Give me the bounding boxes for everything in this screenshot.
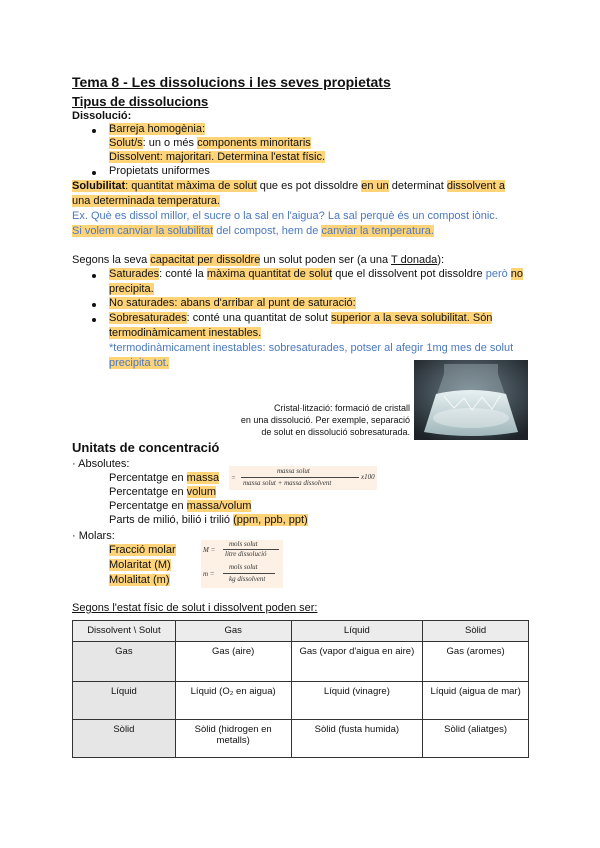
bullet-dot [92, 274, 96, 278]
table-header-cell: Líquid [291, 621, 423, 642]
table-header-cell: Gas [175, 621, 291, 642]
table-row [73, 682, 529, 720]
crystal-caption: Cristal·lització: formació de cristall en una dissolució. Per exemple, separació de solut en dissolució sobresaturada. [240, 403, 410, 437]
solubilitat-line1: Solubilitat: quantitat màxima de solut que es pot dissoldre en un determinat dissolvent a [72, 180, 505, 192]
bullet-barreja: Barreja homogènia: [109, 123, 206, 135]
bullet-sobresaturades: Sobresaturades: conté una quantitat de solut superior a la seva solubilitat. Són [109, 312, 493, 324]
page-title: Tema 8 - Les dissolucions i les seves propietats [72, 74, 391, 90]
bullet-propietats: Propietats uniformes [109, 165, 210, 177]
example-sal: Ex. Què es dissol millor, el sucre o la sal en l'aigua? La sal perquè és un compost iònic. [72, 210, 498, 222]
abs-ppm: Parts de milió, bilió i trilió (ppm, ppb, ppt) [109, 514, 308, 526]
segons-capacitat: Segons la seva capacitat per dissoldre un solut poden ser (a una T donada): [72, 254, 445, 266]
states-table [72, 620, 529, 758]
table-row [73, 642, 529, 682]
mol-molaritat: Molaritat (M) [109, 559, 171, 571]
table-cell: Gas (aromes) [423, 642, 529, 682]
table-cell: Sòlid (hidrogen en metalls) [175, 720, 291, 758]
abs-massa: Percentatge en massa [109, 472, 220, 484]
example-temperatura: Si volem canviar la solubilitat del compost, hem de canviar la temperatura. [72, 225, 434, 237]
table-row-header: Gas [73, 642, 176, 682]
table-row-header: Líquid [73, 682, 176, 720]
section-heading-unitats: Unitats de concentració [72, 440, 220, 455]
table-header-cell: Sòlid [423, 621, 529, 642]
mol-molalitat: Molalitat (m) [109, 574, 170, 586]
table-cell: Líquid (aigua de mar) [423, 682, 529, 720]
table-intro: Segons l'estat físic de solut i dissolvent poden ser: [72, 602, 318, 614]
abs-volum: Percentatge en volum [109, 486, 217, 498]
absolutes-label: · Absolutes: [72, 458, 130, 470]
table-header-cell: Dissolvent \ Solut [73, 621, 176, 642]
mol-fraccio: Fracció molar [109, 544, 176, 556]
table-cell: Gas (aire) [175, 642, 291, 682]
sobresaturades-line2: termodinàmicament inestables. [109, 327, 262, 339]
sub-solut: Solut/s: un o més components minoritaris [109, 137, 311, 149]
table-cell: Líquid (vinagre) [291, 682, 423, 720]
formula-percentatge-massa: = massa solut massa solut + massa dissolvent x100 [229, 466, 377, 490]
formula-molaritat-molalitat: M = mols solut litre dissolució m = mols solut kg dissolvent [201, 540, 283, 588]
bullet-dot [92, 303, 96, 307]
bullet-dot [92, 318, 96, 322]
table-header-row [73, 621, 529, 642]
dissolucio-label: Dissolució: [72, 110, 132, 122]
crystallization-photo [414, 360, 528, 440]
table-cell: Líquid (O₂ en aigua) [175, 682, 291, 720]
note-line1: *termodinàmicament inestables: sobresaturades, potser al afegir 1mg mes de solut [109, 342, 514, 354]
table-cell: Gas (vapor d'aigua en aire) [291, 642, 423, 682]
bullet-no-saturades: No saturades: abans d'arribar al punt de saturació: [109, 297, 356, 309]
bullet-saturades: Saturades: conté la màxima quantitat de solut que el dissolvent pot dissoldre però no [109, 268, 524, 280]
molars-label: · Molars: [72, 530, 115, 542]
table-cell: Sòlid (fusta humida) [291, 720, 423, 758]
table-cell: Sòlid (aliatges) [423, 720, 529, 758]
section-heading-tipus: Tipus de dissolucions [72, 94, 209, 109]
table-row [73, 720, 529, 758]
solubilitat-line2: una determinada temperatura. [72, 195, 220, 207]
bullet-dot [92, 129, 96, 133]
table-row-header: Sòlid [73, 720, 176, 758]
bullet-dot [92, 171, 96, 175]
note-line2: precipita tot. [109, 357, 169, 369]
sub-dissolvent: Dissolvent: majoritari. Determina l'estat físic. [109, 151, 326, 163]
saturades-line2: precipita. [109, 283, 154, 295]
abs-massa-volum: Percentatge en massa/volum [109, 500, 252, 512]
